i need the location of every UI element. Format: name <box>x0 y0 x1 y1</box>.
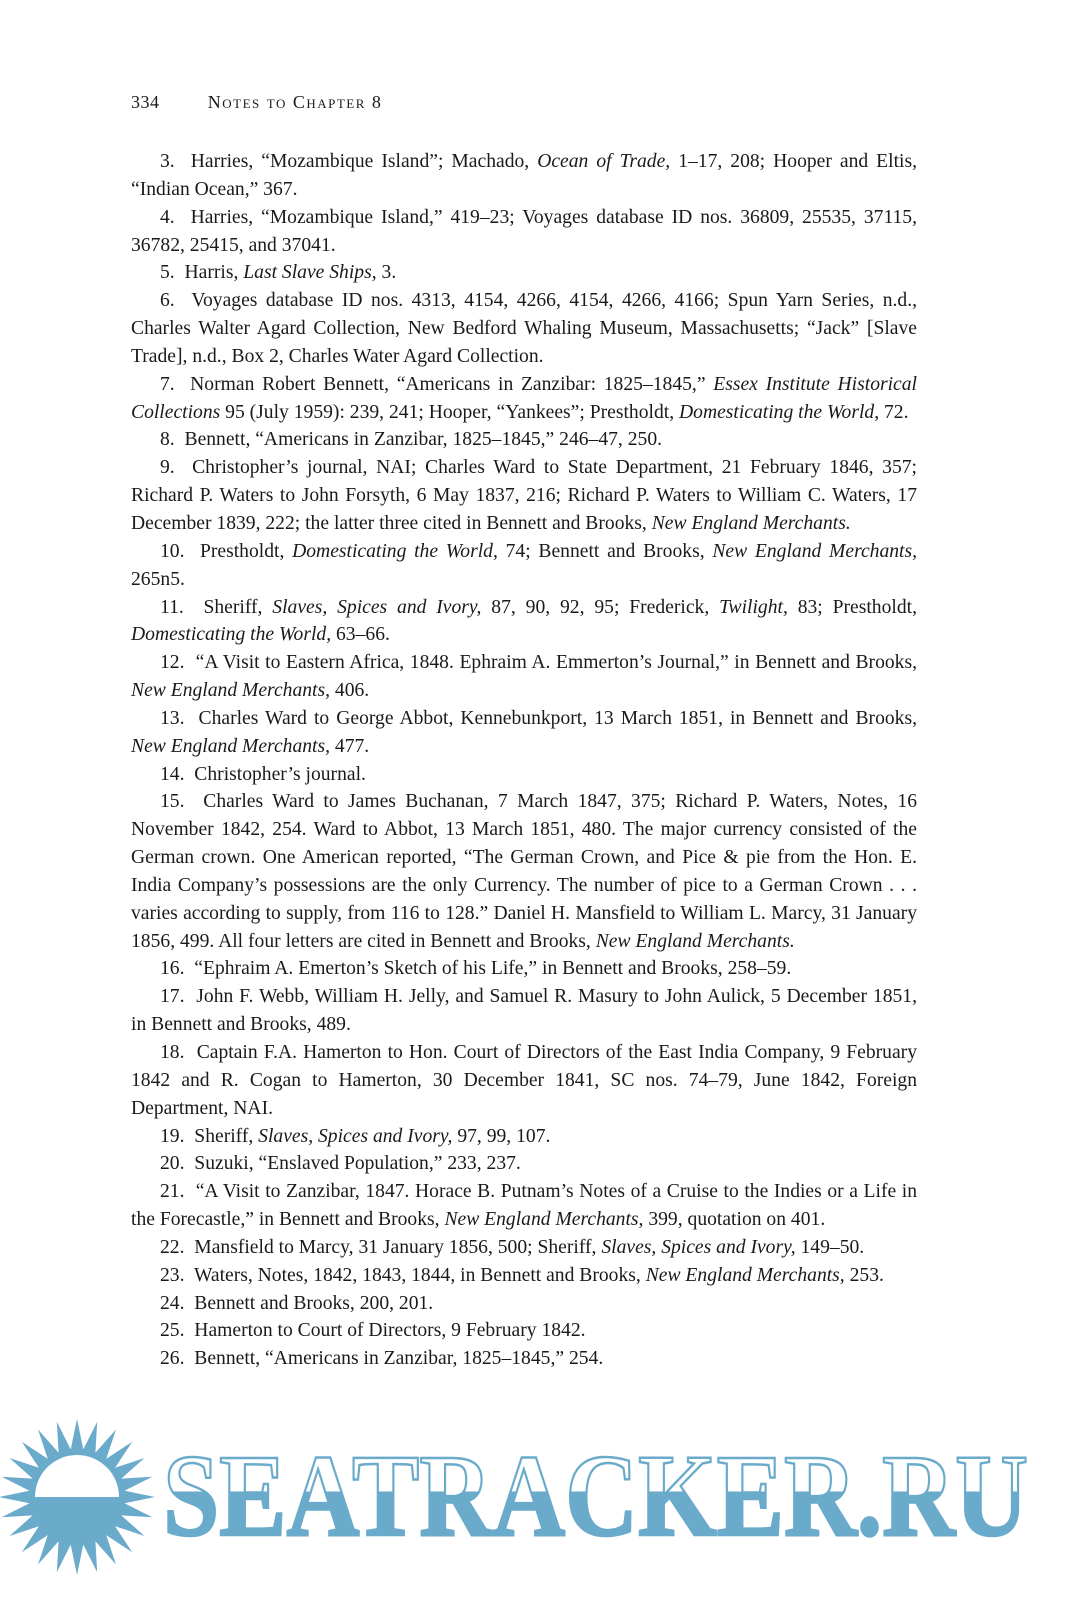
endnote-number: 10. <box>160 540 185 562</box>
endnote-number: 5. <box>160 262 175 284</box>
endnote-text: 63–66. <box>331 624 390 646</box>
endnote-text: Bennett, “Americans in Zanzibar, 1825–1845,” 254. <box>194 1348 604 1370</box>
endnote-number: 13. <box>160 707 185 729</box>
endnote-text: “A Visit to Eastern Africa, 1848. Ephraim A. Emmerton’s Journal,” in Bennett and Brooks, <box>195 652 917 674</box>
endnote-number: 15. <box>160 791 185 813</box>
endnote <box>131 1317 917 1345</box>
endnote <box>131 538 917 594</box>
endnote-title-italic: Domesticating the World, <box>679 401 880 423</box>
endnote <box>131 955 917 983</box>
endnote-text: Charles Ward to George Abbot, Kennebunkport, 13 March 1851, in Bennett and Brooks, <box>198 707 917 729</box>
endnote-text: Harris, <box>184 262 244 284</box>
chapter-title: Notes to Chapter 8 <box>207 92 383 112</box>
endnote <box>131 1290 917 1318</box>
endnote-title-italic: New England Merchants, <box>444 1209 644 1231</box>
endnote-title-italic: New England Merchants, <box>645 1264 845 1286</box>
endnote-number: 18. <box>160 1042 185 1063</box>
endnote <box>131 983 917 1039</box>
endnote-title-italic: Ocean of Trade, <box>537 151 671 172</box>
endnote-text: 399, quotation on 401. <box>643 1209 826 1231</box>
endnote <box>131 1039 917 1123</box>
endnote-text: Suzuki, “Enslaved Population,” 233, 237. <box>194 1153 521 1175</box>
endnote-number: 23. <box>160 1264 185 1286</box>
endnote-text: “A Visit to Zanzibar, 1847. Horace B. Putnam’s Notes of a Cruise to the Indies or a Life in the Forecastle,” in Bennett and Brooks, <box>131 1181 918 1231</box>
endnote-title-italic: Last Slave Ships, <box>243 262 377 284</box>
endnote-number: 19. <box>160 1125 185 1147</box>
endnote <box>131 426 917 454</box>
endnote <box>131 148 917 204</box>
endnote-number: 9. <box>160 457 175 479</box>
endnote-number: 21. <box>160 1181 185 1203</box>
endnote-text: Sheriff, <box>194 1125 259 1147</box>
endnote-text: 95 (July 1959): 239, 241; Hooper, “Yankees”; Prestholdt, <box>220 401 679 423</box>
endnote-title-italic: New England Merchants. <box>595 930 795 952</box>
endnote-title-italic: Twilight, <box>719 596 788 618</box>
endnote-number: 17. <box>160 986 185 1008</box>
endnote-number: 24. <box>160 1292 185 1314</box>
endnote <box>131 259 917 287</box>
endnote-text: 87, 90, 92, 95; Frederick, <box>481 596 720 618</box>
endnote-text: Prestholdt, <box>199 540 293 562</box>
endnote-text: Sheriff, <box>203 596 273 618</box>
endnote-text: 83; Prestholdt, <box>787 596 917 618</box>
endnote <box>131 705 917 761</box>
endnote <box>131 1262 917 1290</box>
endnote-text: Christopher’s journal, NAI; Charles Ward to State Department, 21 February 1846, 357; Richard P. Waters to John Forsyth, 6 May 1837, 216; Richard P. Waters to William C. Waters, 17 December 1839, 222; the latter three cited in Bennett and Brooks, <box>131 457 917 534</box>
endnote-text: Mansfield to Marcy, 31 January 1856, 500; Sheriff, <box>194 1236 602 1258</box>
endnote-title-italic: Slaves, Spices and Ivory, <box>272 596 482 618</box>
endnote-text: 74; Bennett and Brooks, <box>497 540 713 562</box>
endnotes-list <box>131 148 917 1373</box>
endnote <box>131 287 917 371</box>
page-number: 334 <box>131 92 160 112</box>
endnote-text: 72. <box>879 401 909 423</box>
endnote-text: Waters, Notes, 1842, 1843, 1844, in Bennett and Brooks, <box>193 1264 646 1286</box>
endnote-text: 97, 99, 107. <box>452 1125 551 1147</box>
endnote-text: John F. Webb, William H. Jelly, and Samuel R. Masury to John Aulick, 5 December 1851, in Bennett and Brooks, 489. <box>131 986 918 1036</box>
endnote-number: 22. <box>160 1236 185 1258</box>
endnote-text: Harries, “Mozambique Island,” 419–23; Voyages database ID nos. 36809, 25535, 37115, 36782, 25415, and 37041. <box>131 206 918 256</box>
sunburst-icon <box>0 1419 155 1575</box>
endnote-title-italic: Domesticating the World, <box>292 540 498 562</box>
endnote-text: 253. <box>844 1264 884 1286</box>
endnote-title-italic: New England Merchants, <box>131 680 330 702</box>
endnote-text: Captain F.A. Hamerton to Hon. Court of Directors of the East India Company, 9 February 1842 and R. Cogan to Hamerton, 30 December 1841, SC nos. 74–79, June 1842, Foreign Department, NAI. <box>131 1042 917 1119</box>
endnote <box>131 1234 917 1262</box>
endnote <box>131 1150 917 1178</box>
endnote <box>131 204 917 260</box>
endnote-text: 406. <box>330 680 370 702</box>
endnote-number: 7. <box>160 373 175 395</box>
endnote-number: 6. <box>160 290 175 312</box>
endnote-text: “Ephraim A. Emerton’s Sketch of his Life,” in Bennett and Brooks, 258–59. <box>194 958 792 980</box>
endnote-title-italic: New England Merchants, <box>131 735 330 757</box>
endnote-text: Harries, “Mozambique Island”; Machado, <box>190 151 538 172</box>
endnote <box>131 594 917 650</box>
endnote <box>131 1345 917 1373</box>
endnote-number: 12. <box>160 652 185 674</box>
endnote-number: 4. <box>160 206 175 228</box>
endnote-number: 11. <box>160 596 184 618</box>
endnote <box>131 454 917 538</box>
endnote-title-italic: New England Merchants, <box>712 540 918 562</box>
endnote-title-italic: Slaves, Spices and Ivory, <box>258 1125 453 1147</box>
endnote-title-italic: Slaves, Spices and Ivory, <box>601 1236 796 1258</box>
endnote <box>131 649 917 705</box>
endnote-text: Hamerton to Court of Directors, 9 February 1842. <box>194 1320 586 1342</box>
endnote <box>131 788 917 955</box>
endnote <box>131 371 917 427</box>
endnote-number: 8. <box>160 429 175 451</box>
endnote-number: 3. <box>160 151 175 172</box>
endnote-text: 3. <box>376 262 397 284</box>
endnote-text: 477. <box>330 735 370 757</box>
endnote-text: Bennett, “Americans in Zanzibar, 1825–1845,” 246–47, 250. <box>184 429 663 451</box>
endnote-title-italic: Essex Institute Historical Collections <box>131 373 917 423</box>
endnote-title-italic: New England Merchants. <box>651 512 851 534</box>
endnote <box>131 1123 917 1151</box>
endnote-number: 25. <box>160 1320 185 1342</box>
watermark-text: SEATRACKER.RU <box>163 1430 1028 1561</box>
endnote <box>131 761 917 789</box>
endnote <box>131 1178 917 1234</box>
watermark <box>0 1415 1080 1619</box>
endnote-text: Voyages database ID nos. 4313, 4154, 4266, 4154, 4266, 4166; Spun Yarn Series, n.d., Charles Walter Agard Collection, New Bedford Whaling Museum, Massachusetts; “Jack” [Slave Trade], n.d., Box 2, Charles Water Agard Collection. <box>131 290 917 367</box>
endnote-number: 26. <box>160 1348 185 1370</box>
endnote-text: Charles Ward to James Buchanan, 7 March 1847, 375; Richard P. Waters, Notes, 16 November 1842, 254. Ward to Abbot, 13 March 1851, 480. The major currency consisted of the German crown. One American reported, “The German Crown, and Pice & pie from the Hon. E. India Company’s possessions are the only Currency. The number of pice to a German Crown . . . varies according to supply, from 116 to 128.” Daniel H. Mansfield to William L. Marcy, 31 January 1856, 499. All four letters are cited in Bennett and Brooks, <box>131 791 918 952</box>
endnote-text: 265n5. <box>131 568 185 590</box>
endnote-text: 1–17, 208; Hooper and Eltis, “Indian Ocean,” 367. <box>131 151 918 200</box>
running-head <box>131 92 382 113</box>
endnote-text: Bennett and Brooks, 200, 201. <box>194 1292 434 1314</box>
endnote-text: 149–50. <box>795 1236 865 1258</box>
endnote-number: 16. <box>160 958 185 980</box>
endnote-text: Christopher’s journal. <box>194 763 366 785</box>
endnote-title-italic: Domesticating the World, <box>131 624 332 646</box>
endnote-number: 14. <box>160 763 185 785</box>
endnote-number: 20. <box>160 1153 185 1175</box>
endnote-text: Norman Robert Bennett, “Americans in Zanzibar: 1825–1845,” <box>190 373 714 395</box>
